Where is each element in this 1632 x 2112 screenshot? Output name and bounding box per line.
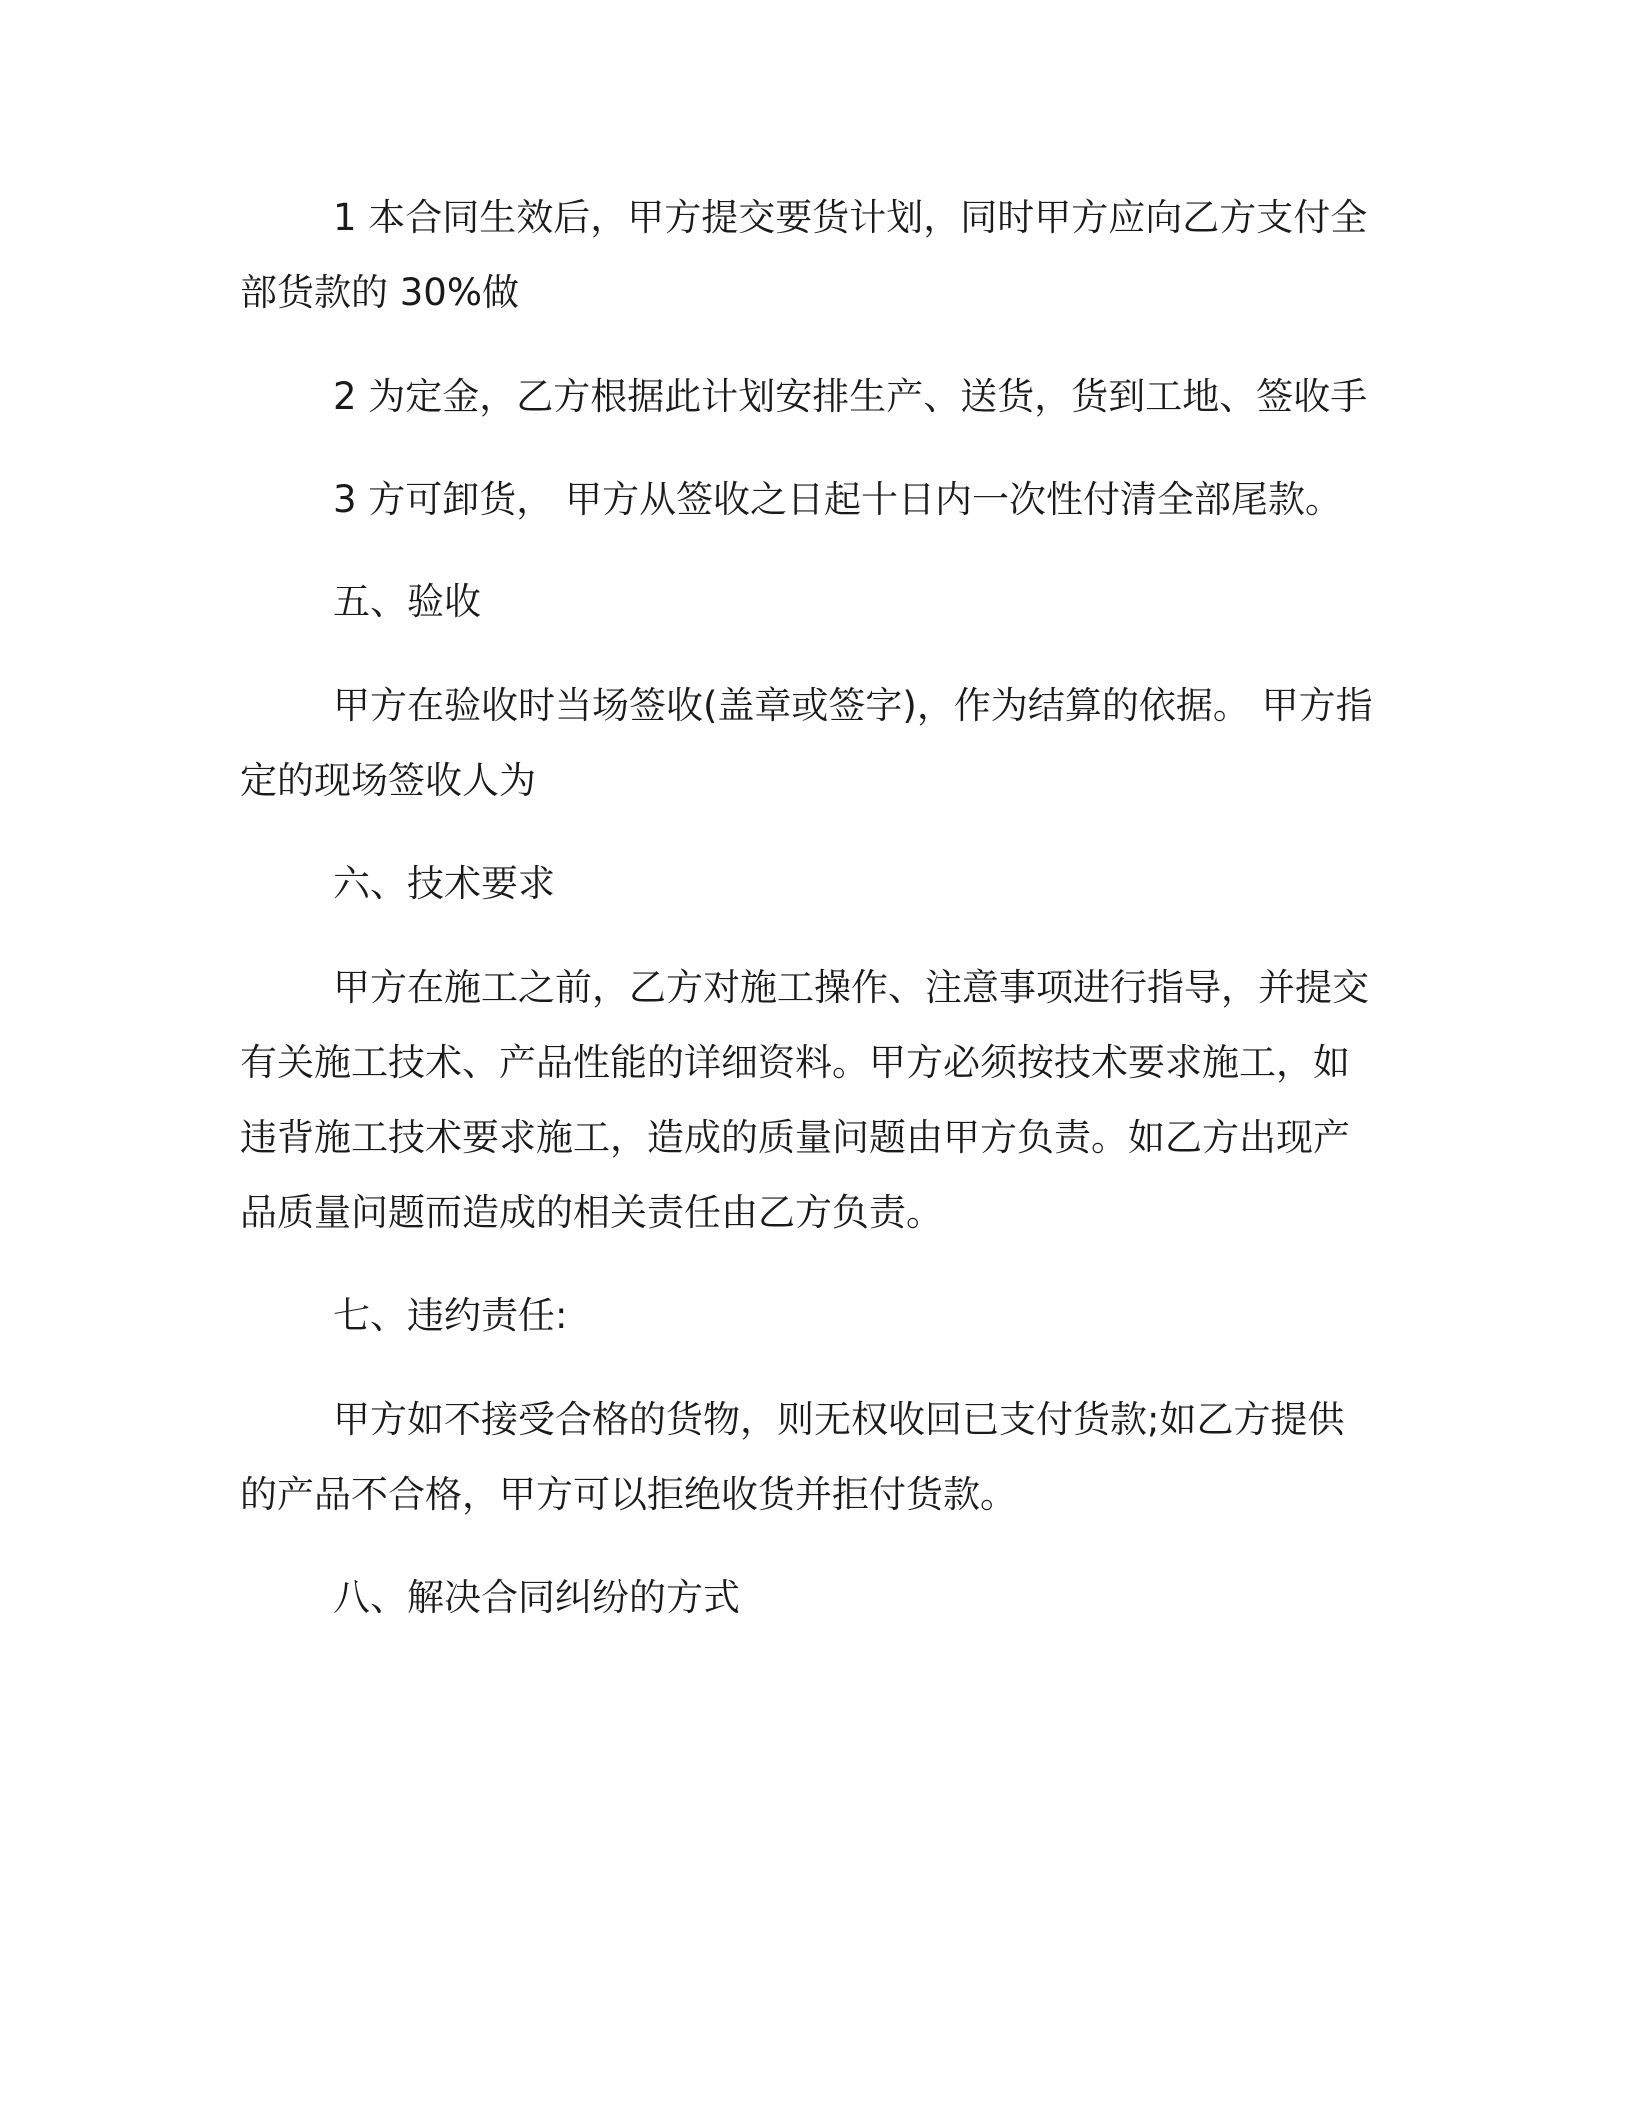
technical-paragraph-line-2: 有关施工技术、产品性能的详细资料。甲方必须按技术要求施工，如 (240, 1041, 1350, 1084)
technical-paragraph-line-3: 违背施工技术要求施工，造成的质量问题由甲方负责。如乙方出现产 (240, 1116, 1350, 1159)
section-heading-dispute: 八、解决合同纠纷的方式 (333, 1576, 740, 1619)
acceptance-paragraph-line-2: 定的现场签收人为 (240, 759, 536, 802)
acceptance-paragraph-line-1: 甲方在验收时当场签收(盖章或签字)，作为结算的依据。 甲方指 (333, 684, 1373, 727)
payment-clause-1-line-2: 部货款的 30%做 (240, 271, 519, 314)
section-heading-breach: 七、违约责任: (333, 1294, 568, 1337)
technical-paragraph-line-1: 甲方在施工之前，乙方对施工操作、注意事项进行指导，并提交 (333, 966, 1369, 1009)
section-heading-acceptance: 五、验收 (333, 580, 481, 623)
breach-paragraph-line-2: 的产品不合格，甲方可以拒绝收货并拒付货款。 (240, 1473, 1017, 1516)
payment-clause-2: 2 为定金，乙方根据此计划安排生产、送货，货到工地、签收手 (333, 375, 1368, 418)
payment-clause-3: 3 方可卸货， 甲方从签收之日起十日内一次性付清全部尾款。 (333, 478, 1343, 521)
section-heading-technical: 六、技术要求 (333, 862, 555, 905)
technical-paragraph-line-4: 品质量问题而造成的相关责任由乙方负责。 (240, 1191, 943, 1234)
payment-clause-1-line-1: 1 本合同生效后，甲方提交要货计划，同时甲方应向乙方支付全 (333, 196, 1368, 239)
breach-paragraph-line-1: 甲方如不接受合格的货物，则无权收回已支付货款;如乙方提供 (333, 1398, 1345, 1441)
